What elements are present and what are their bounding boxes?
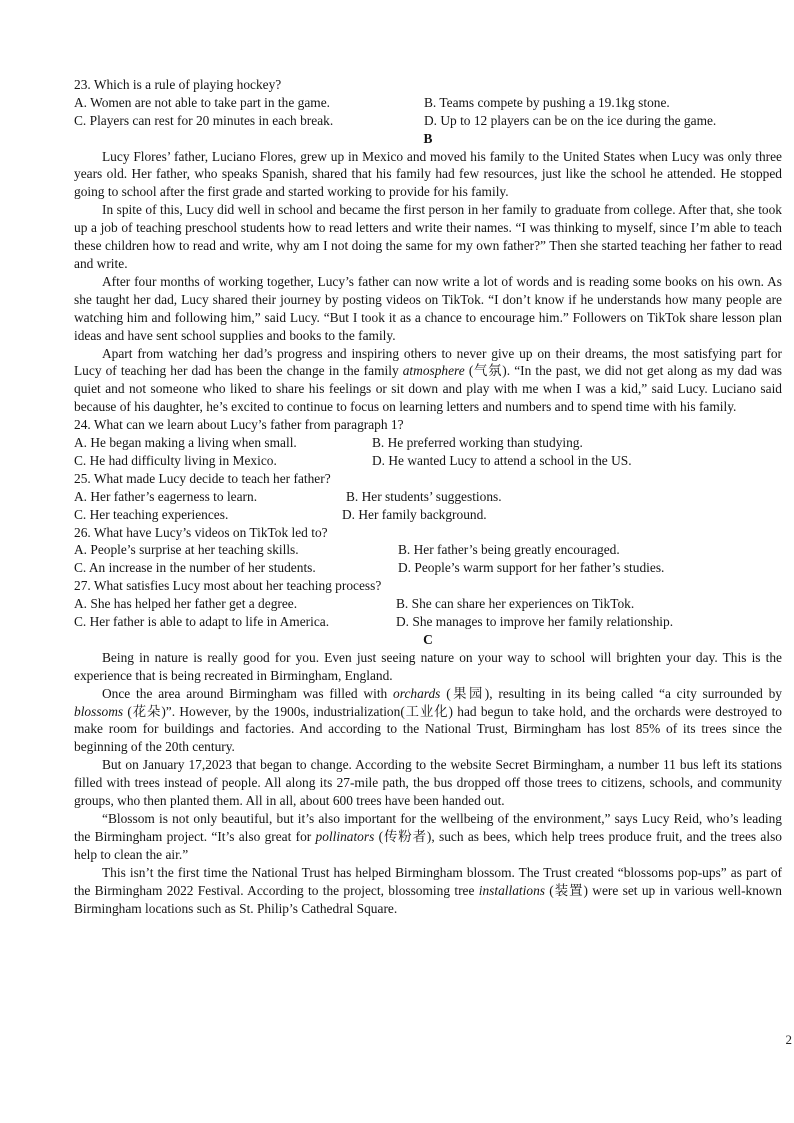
q25-option-b: B. Her students’ suggestions. bbox=[346, 488, 502, 504]
q27-option-d: D. She manages to improve her family relationship. bbox=[396, 614, 674, 630]
q25-option-a: A. Her father’s eagerness to learn. bbox=[74, 488, 258, 504]
q25-option-d: D. Her family background. bbox=[342, 506, 487, 522]
q27-stem: 27. What satisfies Lucy most about her teaching process? bbox=[74, 578, 382, 594]
section-c-paragraph-4: “Blossom is not only beautiful, but it’s also important for the wellbeing of the environment,” says Lucy Reid, who’s leading the Birmingham project. “It’s also great for pollinators (传粉者), such as bees, which help trees produce fruit, and the trees also help to clean the air.” bbox=[74, 810, 782, 862]
q27-options-row1 bbox=[74, 595, 782, 613]
q26-option-b: B. Her father’s being greatly encouraged. bbox=[398, 542, 620, 558]
q24-options-row1 bbox=[74, 434, 782, 452]
word-installations: installations bbox=[478, 882, 545, 898]
section-b-paragraph-4: Apart from watching her dad’s progress and inspiring others to never give up on their dreams, the most satisfying part for Lucy of teaching her dad has been the change in the family atmosphere (气氛). “In the past, we did not get along as my dad was quiet and not someone who liked to share his feelings or sit down and play with me when I was a kid,” said Lucy. Luciano said because of his daughter, he’s excited to continue to focus on learning letters and numbers and to spend time with his family. bbox=[74, 345, 782, 415]
word-atmosphere: atmosphere bbox=[402, 363, 465, 379]
word-pollinators: pollinators bbox=[315, 828, 375, 844]
section-c-paragraph-2: Once the area around Birmingham was filled with orchards (果园), resulting in its being called “a city surrounded by blossoms (花朵)”. However, by the 1900s, industrialization(工业化) had begun to take hold, and the orchards were destroyed to make room for buildings and factories. And according to the National Trust, Birmingham has lost 85% of its trees since the beginning of the 20th century. bbox=[74, 685, 782, 755]
q23-options-row1 bbox=[74, 94, 782, 112]
word-blossoms: blossoms bbox=[74, 703, 124, 719]
q23-option-d: D. Up to 12 players can be on the ice during the game. bbox=[424, 112, 717, 128]
q26-option-a: A. People’s surprise at her teaching skills. bbox=[74, 542, 299, 558]
section-c-paragraph-1: Being in nature is really good for you. Even just seeing nature on your way to school will brighten your day. This is the experience that is being recreated in Birmingham, England. bbox=[74, 649, 782, 683]
q24-option-d: D. He wanted Lucy to attend a school in the US. bbox=[372, 452, 632, 468]
q27-option-b: B. She can share her experiences on TikTok. bbox=[396, 596, 635, 612]
q24-option-b: B. He preferred working than studying. bbox=[372, 435, 583, 451]
q24-options-row2 bbox=[74, 452, 782, 470]
q23-option-c: C. Players can rest for 20 minutes in each break. bbox=[74, 112, 334, 128]
q24-stem: 24. What can we learn about Lucy’s father from paragraph 1? bbox=[74, 417, 404, 433]
exam-page bbox=[74, 76, 782, 917]
q26-option-c: C. An increase in the number of her students. bbox=[74, 560, 316, 576]
q23-stem: 23. Which is a rule of playing hockey? bbox=[74, 77, 282, 92]
q26-stem: 26. What have Lucy’s videos on TikTok led to? bbox=[74, 524, 328, 540]
q27-option-a: A. She has helped her father get a degree. bbox=[74, 596, 298, 612]
section-c-paragraph-5: This isn’t the first time the National Trust has helped Birmingham blossom. The Trust created “blossoms pop-ups” as part of the Birmingham 2022 Festival. According to the project, blossoming tree installations (装置) were set up in various well-known Birmingham locations such as St. Philip’s Cathedral Square. bbox=[74, 864, 782, 916]
q24-option-a: A. He began making a living when small. bbox=[74, 435, 297, 451]
section-c-heading: C bbox=[423, 631, 433, 647]
q27-options-row2 bbox=[74, 613, 782, 631]
section-c-paragraph-3: But on January 17,2023 that began to change. According to the website Secret Birmingham, a number 11 bus left its stations filled with trees instead of people. All along its 27-mile path, the bus dropped off those trees to citizens, schools, and community groups, who then planted them. All in all, about 600 trees have been handed out. bbox=[74, 757, 782, 809]
section-b-paragraph-1: Lucy Flores’ father, Luciano Flores, grew up in Mexico and moved his family to the United States when Lucy was only three years old. Her father, who speaks Spanish, shared that his family had few resources, just like the school he attended. He stopped going to school after the first grade and started working to provide for his family. bbox=[74, 148, 782, 200]
word-orchards: orchards bbox=[393, 685, 441, 701]
section-b-heading: B bbox=[423, 130, 433, 146]
q25-stem: 25. What made Lucy decide to teach her father? bbox=[74, 470, 331, 486]
q23-option-a: A. Women are not able to take part in the game. bbox=[74, 94, 330, 110]
q23-options-row2 bbox=[74, 112, 782, 130]
q27-option-c: C. Her father is able to adapt to life in America. bbox=[74, 614, 330, 630]
q25-option-c: C. Her teaching experiences. bbox=[74, 506, 229, 522]
q24-option-c: C. He had difficulty living in Mexico. bbox=[74, 452, 277, 468]
q26-options-row2 bbox=[74, 559, 782, 577]
section-b-paragraph-2: In spite of this, Lucy did well in school and became the first person in her family to graduate from college. After that, she took up a job of teaching preschool students how to read letters and write their names. “I was thinking to myself, since I’m able to teach these children how to read and write, why am I not doing the same for my own father?” Then she started teaching her father to read and write. bbox=[74, 202, 782, 272]
q23-option-b: B. Teams compete by pushing a 19.1kg stone. bbox=[424, 94, 670, 110]
section-b-paragraph-3: After four months of working together, Lucy’s father can now write a lot of words and is reading some books on his own. As she taught her dad, Lucy shared their journey by posting videos on TikTok. “I don’t know if he understands how many people are watching him and following him,” said Lucy. “But I took it as a chance to encourage him.” Followers on TikTok share lesson plan ideas and have sent school supplies and books to the family. bbox=[74, 273, 782, 343]
q25-options-row1 bbox=[74, 488, 782, 506]
q26-options-row1 bbox=[74, 541, 782, 559]
page-number: 2 bbox=[785, 1032, 792, 1047]
q26-option-d: D. People’s warm support for her father’s studies. bbox=[398, 560, 665, 576]
q25-options-row2 bbox=[74, 506, 782, 524]
